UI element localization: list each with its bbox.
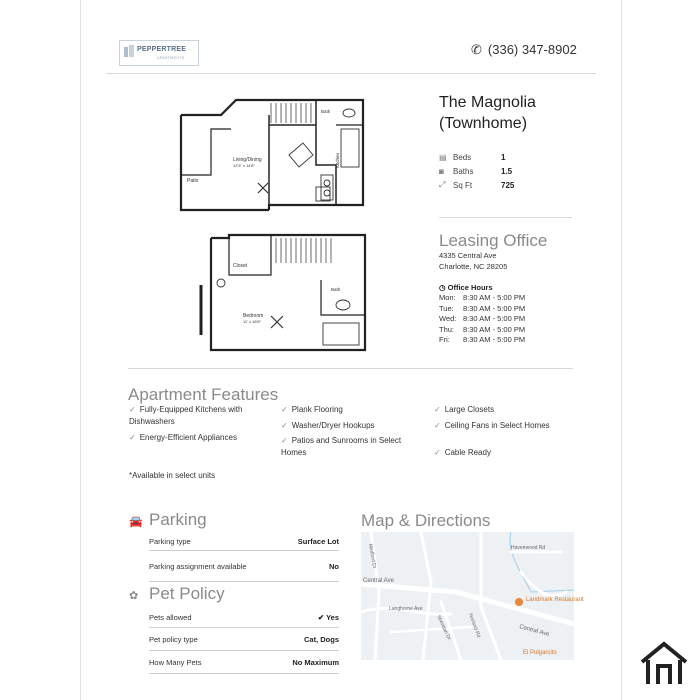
row-value: No	[329, 561, 339, 571]
floorplan-sheet	[80, 0, 622, 700]
hours-time: 8:30 AM - 5:00 PM	[463, 335, 526, 344]
check-icon: ✓	[129, 405, 136, 414]
office-hours-label: Office Hours	[447, 283, 493, 292]
hours-day: Fri:	[439, 335, 450, 344]
check-icon: ✓	[434, 448, 441, 457]
row-value: Cat, Dogs	[303, 634, 339, 644]
hours-day: Wed:	[439, 314, 457, 323]
features-divider	[128, 368, 573, 369]
table-row	[149, 628, 339, 651]
table-row	[149, 651, 339, 674]
office-hours-title	[439, 283, 493, 292]
unit-specs	[439, 150, 514, 192]
brand-mark-icon	[123, 44, 135, 58]
feature-item	[129, 404, 259, 428]
check-icon: ✓	[281, 421, 288, 430]
home-icon[interactable]	[638, 640, 690, 686]
details-divider	[439, 217, 572, 218]
spec-beds	[439, 150, 514, 164]
hours-time: 8:30 AM - 5:00 PM	[463, 314, 526, 323]
office-hours-list	[439, 293, 525, 346]
row-label: Parking assignment available	[149, 561, 247, 571]
feature-label: Energy-Efficient Appliances	[139, 433, 237, 442]
spec-label: Baths	[453, 166, 474, 176]
feature-item	[434, 447, 569, 459]
street-label: Havenwood Rd	[511, 545, 546, 551]
spec-baths	[439, 164, 514, 178]
map-canvas[interactable]	[361, 532, 584, 660]
row-label: Pets allowed	[149, 612, 192, 622]
feature-item	[129, 432, 239, 444]
parking-title: Parking	[149, 510, 207, 529]
feature-item	[281, 435, 411, 459]
place-label: Landmark Restaurant	[526, 597, 584, 603]
features-disclaimer: *Available in select units	[129, 471, 216, 480]
phone-number[interactable]	[471, 42, 577, 58]
check-icon: ✓	[281, 436, 288, 445]
table-row	[149, 607, 339, 628]
check-icon: ✓	[281, 405, 288, 414]
room-upper-bath: Bath	[321, 109, 331, 114]
hours-row	[439, 293, 525, 304]
check-circle-icon: ✔	[317, 612, 325, 622]
spec-sqft	[439, 178, 514, 192]
paw-icon: ✿	[129, 590, 139, 602]
room-kitchen: Kitchen	[335, 152, 340, 168]
clock-icon: ◷	[439, 283, 446, 292]
place-label: El Pulgarcito	[523, 650, 557, 656]
feature-label: Fully-Equipped Kitchens with Dishwashers	[129, 405, 243, 426]
feature-item	[434, 420, 554, 432]
restaurant-marker-icon	[515, 598, 523, 606]
feature-label: Large Closets	[444, 405, 495, 414]
feature-label: Patios and Sunrooms in Select Homes	[281, 436, 402, 457]
room-patio: Patio	[187, 178, 199, 184]
spec-label: Beds	[453, 152, 472, 162]
street-label: Central Ave	[518, 624, 550, 638]
street-label: Sheridan Dr	[435, 614, 452, 642]
unit-title: The Magnolia (Townhome)	[439, 94, 536, 132]
pet-policy-table	[149, 607, 339, 674]
sqft-icon: ⤢	[439, 180, 446, 189]
phone-text: (336) 347-8902	[487, 42, 577, 57]
row-label: How Many Pets	[149, 657, 202, 667]
leasing-address	[439, 250, 507, 272]
hours-time: 8:30 AM - 5:00 PM	[463, 293, 526, 302]
spec-value: 1	[501, 152, 506, 162]
header-divider	[106, 73, 596, 74]
feature-item	[281, 420, 416, 432]
table-row	[149, 551, 339, 582]
room-lower-bath: Bath	[331, 287, 341, 292]
hours-row	[439, 335, 525, 346]
brand-sub: APARTMENTS	[157, 56, 185, 60]
bath-icon: ◙	[439, 166, 444, 176]
street-label: Central Ave	[363, 578, 394, 584]
feature-label: Ceiling Fans in Select Homes	[444, 421, 550, 430]
street-label: Norland Rd	[467, 612, 482, 639]
hours-time: 8:30 AM - 5:00 PM	[463, 303, 526, 313]
street-label: Medford Dr	[367, 543, 378, 569]
row-label: Pet policy type	[149, 634, 198, 644]
feature-item	[434, 404, 569, 416]
features-title: Apartment Features	[128, 385, 279, 404]
pet-policy-title: Pet Policy	[149, 584, 225, 603]
leasing-title: Leasing Office	[439, 231, 548, 250]
room-bedroom: Bedroom	[243, 313, 264, 319]
check-icon: ✓	[434, 405, 441, 414]
address-line2: Charlotte, NC 28205	[439, 262, 508, 271]
map-title: Map & Directions	[361, 511, 491, 530]
room-living-dim: 12'3" x 14'8"	[233, 163, 255, 168]
feature-label: Washer/Dryer Hookups	[291, 421, 375, 430]
row-value: Surface Lot	[297, 536, 339, 546]
room-living: Living/Dining	[233, 157, 262, 163]
spec-value: 1.5	[501, 166, 513, 176]
hours-day: Tue:	[439, 303, 454, 313]
feature-item	[281, 404, 416, 416]
floorplan-drawing	[171, 95, 371, 355]
row-value: No Maximum	[292, 657, 339, 667]
phone-icon: ✆	[471, 42, 482, 57]
brand-logo[interactable]	[119, 40, 199, 66]
street-label: Langhorne Ave	[389, 606, 423, 612]
map-view[interactable]	[361, 532, 584, 660]
feature-label: Plank Flooring	[291, 405, 343, 414]
spec-value: 725	[501, 180, 515, 190]
feature-label: Cable Ready	[444, 448, 491, 457]
hours-time: 8:30 AM - 5:00 PM	[463, 324, 526, 334]
hours-row	[439, 314, 525, 325]
car-icon: 🚘	[129, 516, 143, 528]
brand-name: PEPPERTREE	[137, 46, 187, 53]
hours-day: Thu:	[439, 324, 455, 334]
room-closet: Closet	[233, 263, 248, 269]
row-value-text: Yes	[326, 612, 339, 622]
address-line1: 4335 Central Ave	[439, 251, 497, 260]
row-value	[318, 613, 339, 622]
hours-row	[439, 304, 525, 315]
spec-label: Sq Ft	[453, 180, 473, 190]
check-icon: ✓	[129, 433, 136, 442]
parking-table	[149, 532, 339, 582]
room-bedroom-dim: 11' x 18'8"	[243, 319, 261, 324]
hours-day: Mon:	[439, 293, 456, 302]
row-label: Parking type	[149, 536, 191, 546]
check-icon: ✓	[434, 421, 441, 430]
bed-icon: ▤	[439, 152, 447, 162]
hours-row	[439, 325, 525, 336]
table-row	[149, 532, 339, 551]
